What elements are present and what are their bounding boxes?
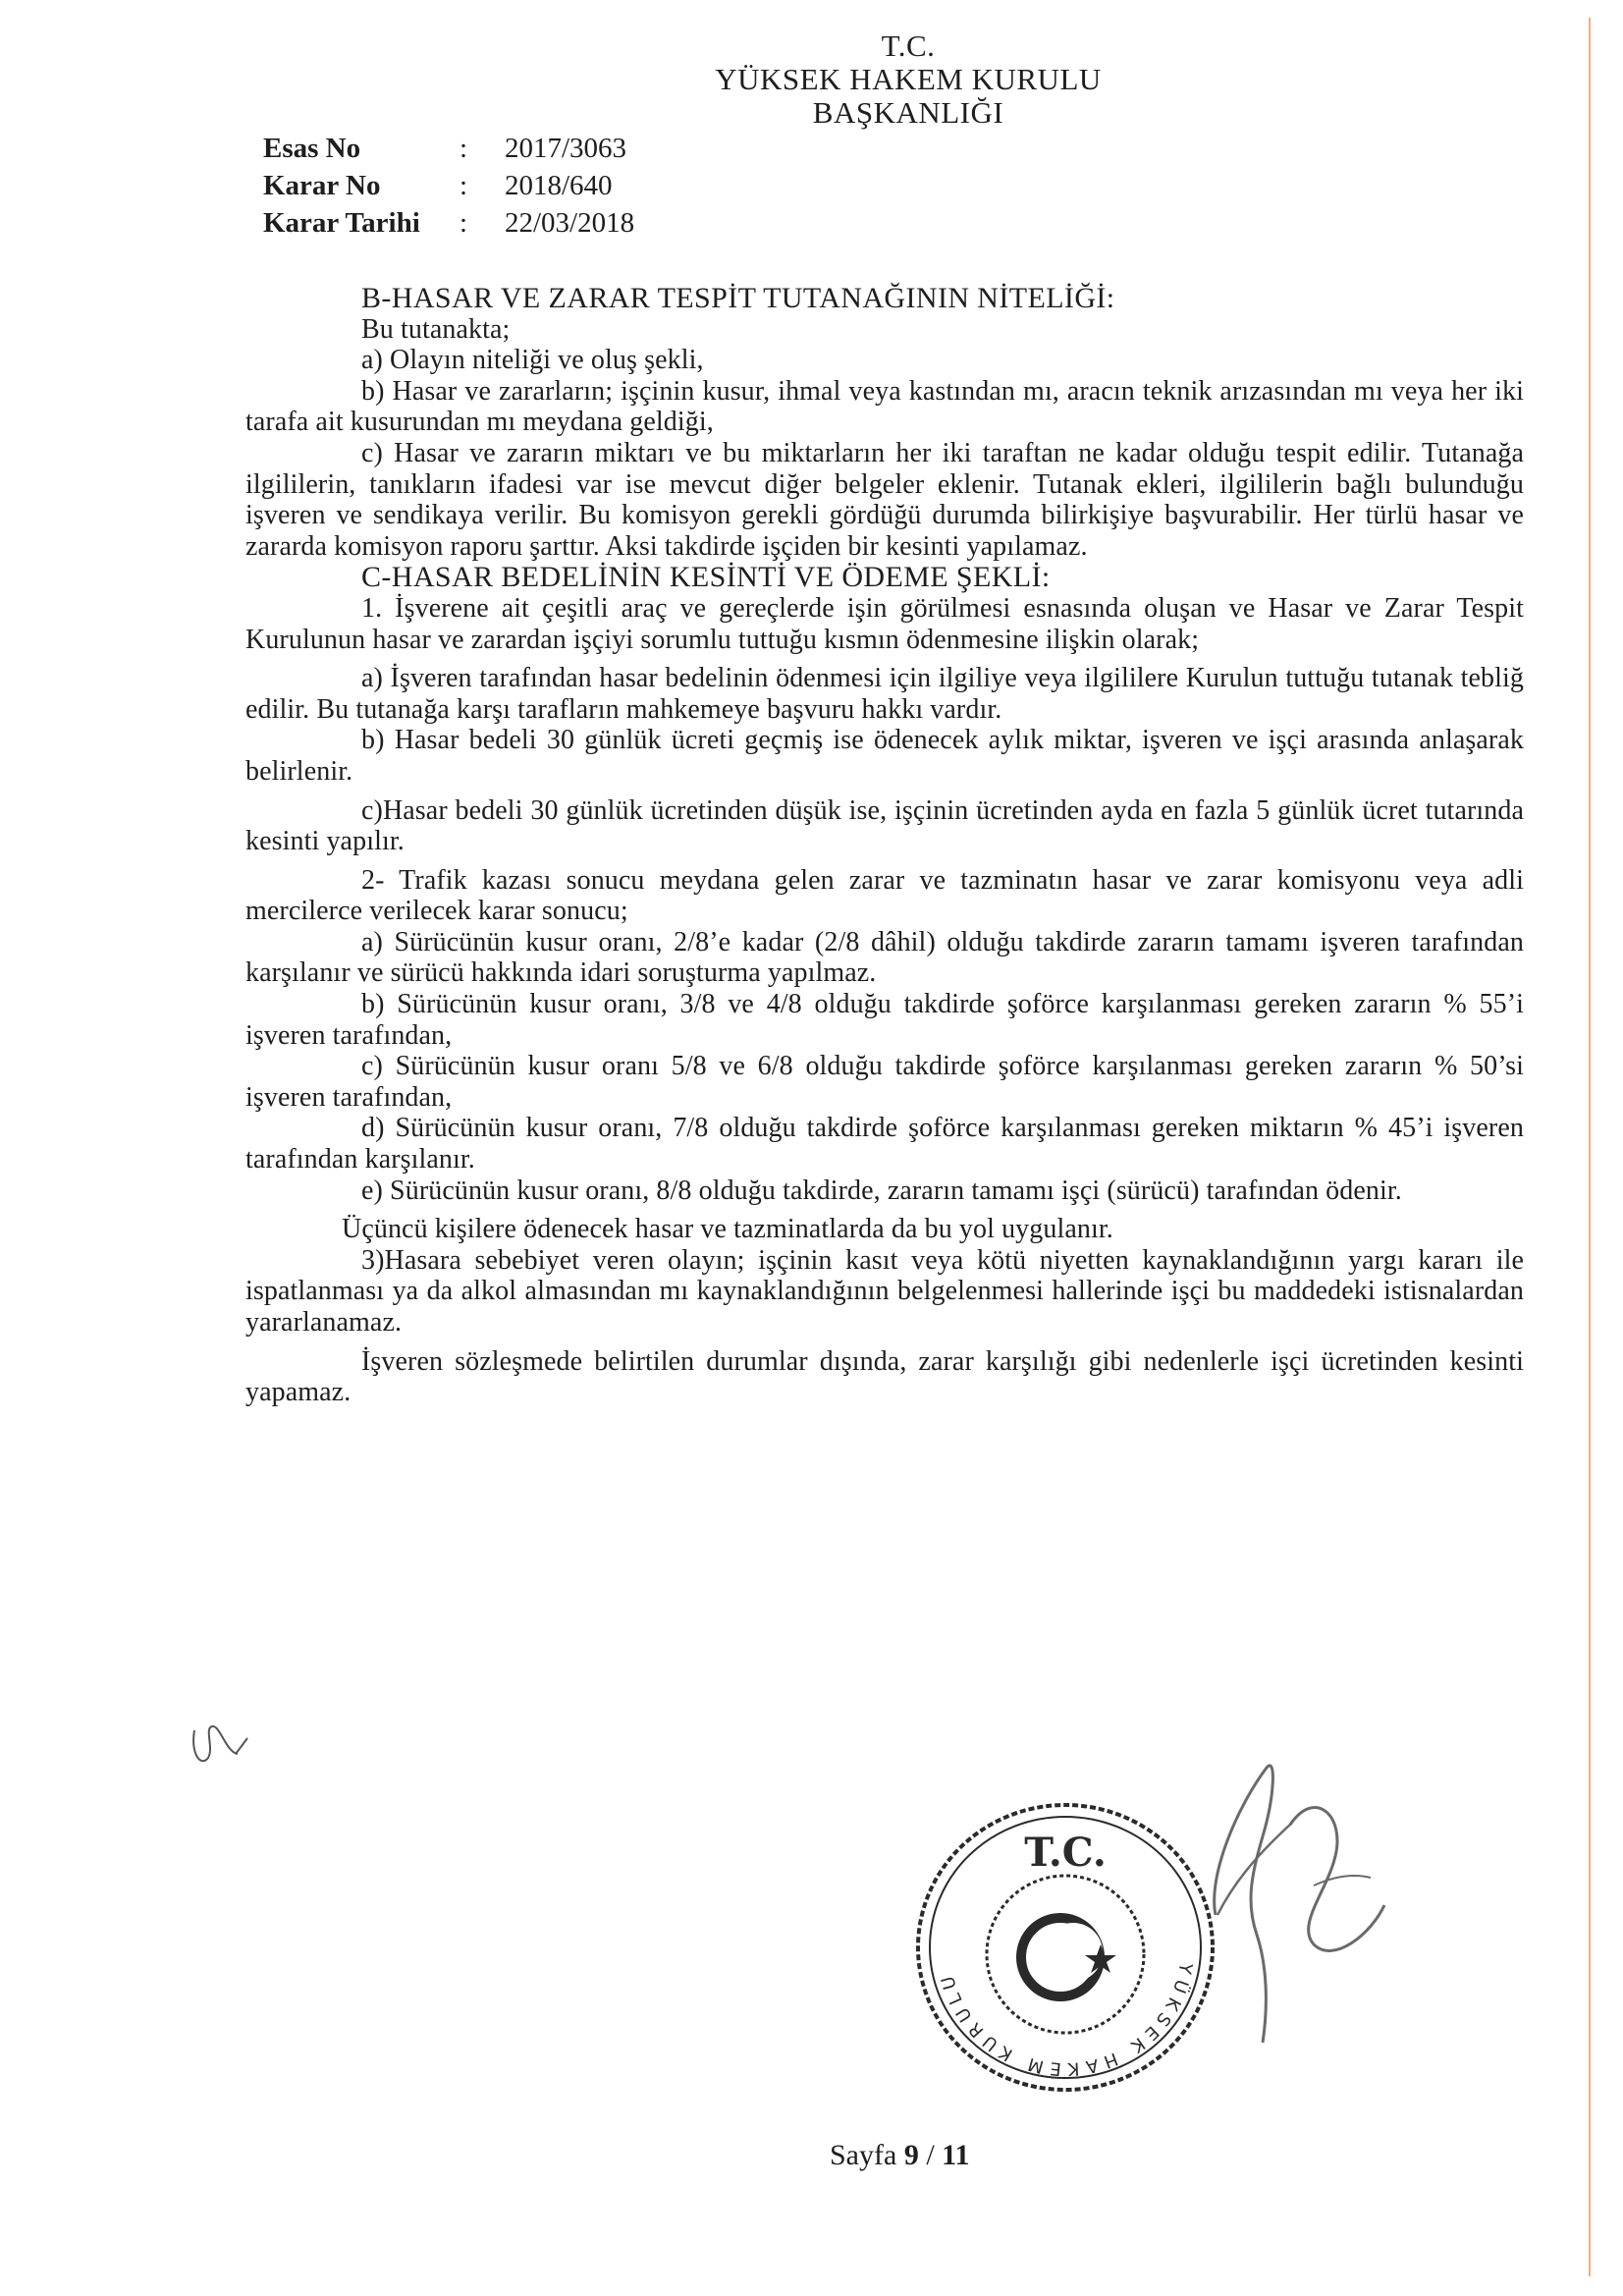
header-line-tc: T.C.	[881, 28, 936, 63]
handwritten-initials	[187, 1709, 265, 1777]
meta-row-karar	[263, 167, 701, 204]
paragraph: a) Sürücünün kusur oranı, 2/8’e kadar (2/8 dâhil) olduğu takdirde zararın tamamı işveren tarafından karşılanır ve sürücü hakkında idari soruşturma yapılmaz.	[245, 926, 1524, 989]
meta-sep: :	[460, 170, 468, 201]
meta-row-esas	[263, 130, 701, 167]
header-line-kurul: YÜKSEK HAKEM KURULU	[715, 62, 1102, 96]
paragraph: c) Sürücünün kusur oranı 5/8 ve 6/8 olduğu takdirde şoförce karşılanması gereken zararın % 50’si işveren tarafından,	[245, 1051, 1524, 1113]
paragraph: b) Hasar bedeli 30 günlük ücreti geçmiş ise ödenecek aylık miktar, işveren ve işçi arasında anlaşarak belirlenir.	[245, 725, 1524, 787]
page-sep: /	[918, 2139, 943, 2171]
meta-value: 2018/640	[505, 170, 613, 201]
meta-label: Karar Tarihi	[263, 207, 420, 239]
paragraph: 3)Hasara sebebiyet veren olayın; işçinin kasıt veya kötü niyetten kaynaklandığının yargı kararı ile ispatlanması ya da alkol almasından mı kaynaklandığının belgelenmesi hallerinde işçi bu maddedeki istisnalardan yararlanamaz.	[245, 1244, 1524, 1338]
paragraph: Bu tutanakta;	[361, 313, 511, 345]
handwritten-signature	[1198, 1728, 1394, 2052]
paragraph: a) Olayın niteliği ve oluş şekli,	[361, 345, 704, 376]
meta-sep: :	[460, 207, 468, 239]
paragraph: a) İşveren tarafından hasar bedelinin ödenmesi için ilgiliye veya ilgililere Kurulun tuttuğu tutanak tebliğ edilir. Bu tutanağa karşı tarafların mahkemeye başvuru hakkı vardır.	[245, 663, 1524, 725]
document-header	[687, 29, 1129, 130]
paragraph: İşveren sözleşmede belirtilen durumlar dışında, zarar karşılığı gibi nedenlerle işçi ücretinden kesinti yapamaz.	[245, 1345, 1524, 1408]
paragraph: c) Hasar ve zararın miktarı ve bu miktarların her iki taraftan ne kadar olduğu tespit edilir. Tutanağa ilgililerin, tanıkların ifadesi var ise mevcut diğer belgeler eklenir. Tutanak ekleri, ilgililerin bağlı bulunduğu işveren ve sendikaya verilir. Bu komisyon gerekli gördüğü durumda bilirkişiye başvurabilir. Her türlü hasar ve zararda komisyon raporu şarttır. Aksi takdirde işçiden bir kesinti yapılamaz.	[245, 437, 1524, 562]
meta-value: 22/03/2018	[505, 207, 635, 239]
case-meta	[263, 130, 701, 242]
seal-center-text: T.C.	[1024, 1830, 1107, 1876]
paragraph: d) Sürücünün kusur oranı, 7/8 olduğu takdirde şoförce karşılanması gereken miktarın % 45’i işveren tarafından karşılanır.	[245, 1113, 1524, 1175]
meta-label: Karar No	[263, 170, 381, 201]
official-seal	[908, 1795, 1222, 2100]
page-total: 11	[942, 2139, 970, 2171]
paragraph: Üçüncü kişilere ödenecek hasar ve tazminatlarda da bu yol uygulanır.	[342, 1214, 1113, 1245]
seal-ring-text: YÜKSEK HAKEM KURULU	[936, 1960, 1197, 2080]
paragraph: e) Sürücünün kusur oranı, 8/8 olduğu takdirde, zararın tamamı işçi (sürücü) tarafından ödenir.	[361, 1175, 1402, 1206]
paragraph: 1. İşverene ait çeşitli araç ve gereçlerde işin görülmesi esnasında oluşan ve Hasar ve Zarar Tespit Kurulunun hasar ve zarardan işçiyi sorumlu tuttuğu kısmın ödenmesine ilişkin olarak;	[245, 592, 1524, 655]
page-prefix: Sayfa	[830, 2139, 904, 2171]
header-line-baskanlik: BAŞKANLIĞI	[812, 95, 1004, 130]
paragraph: c)Hasar bedeli 30 günlük ücretinden düşük ise, işçinin ücretinden ayda en fazla 5 günlük ücret tutarında kesinti yapılır.	[245, 794, 1524, 857]
page-current: 9	[903, 2139, 919, 2171]
meta-row-tarih	[263, 204, 701, 242]
page-number	[830, 2139, 970, 2172]
section-heading-b: B-HASAR VE ZARAR TESPİT TUTANAĞININ NİTELİĞİ:	[361, 282, 1115, 314]
paragraph: b) Sürücünün kusur oranı, 3/8 ve 4/8 olduğu takdirde şoförce karşılanması gereken zararın % 55’i işveren tarafından,	[245, 989, 1524, 1051]
meta-label: Esas No	[263, 133, 361, 164]
page-edge-line	[1589, 18, 1591, 2276]
section-heading-c: C-HASAR BEDELİNİN KESİNTİ VE ÖDEME ŞEKLİ:	[361, 561, 1051, 594]
paragraph: b) Hasar ve zararların; işçinin kusur, ihmal veya kastından mı, aracın teknik arızasından mı veya her iki tarafa ait kusurundan mı meydana geldiği,	[245, 375, 1524, 438]
meta-value: 2017/3063	[505, 133, 627, 164]
meta-sep: :	[460, 133, 468, 164]
paragraph: 2- Trafik kazası sonucu meydana gelen zarar ve tazminatın hasar ve zarar komisyonu veya adli mercilerce verilecek karar sonucu;	[245, 864, 1524, 927]
document-body	[245, 283, 1524, 1408]
